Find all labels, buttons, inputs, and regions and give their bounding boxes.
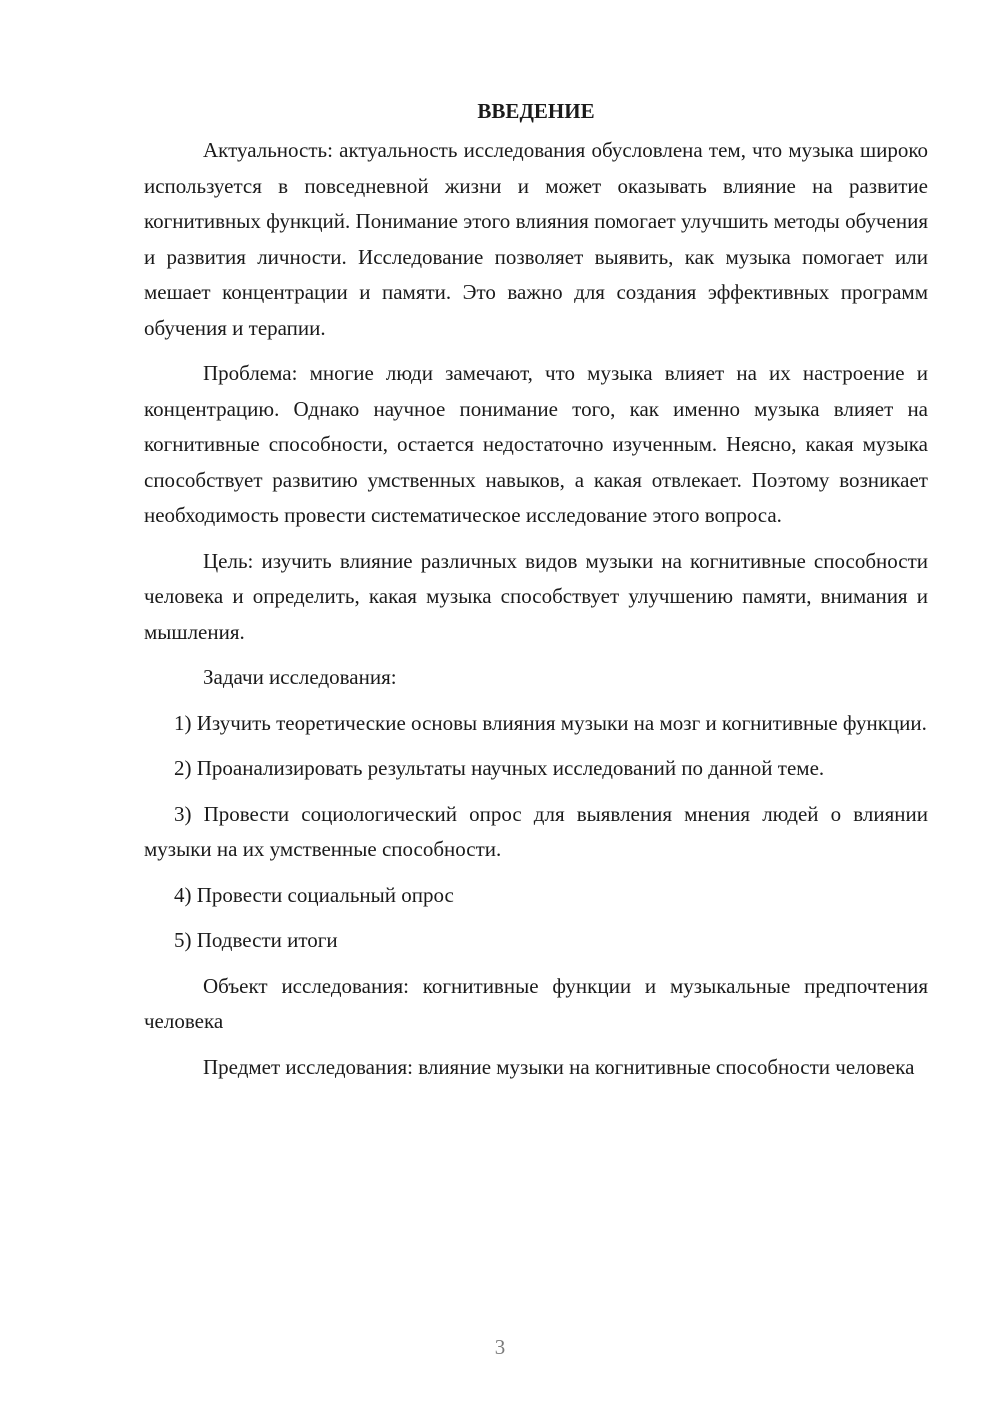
tasks-heading: Задачи исследования:	[203, 665, 397, 689]
page-content	[144, 93, 928, 1095]
task-item-4: 4) Провести социальный опрос	[174, 882, 454, 907]
object-paragraph: Объект исследования: когнитивные функции и музыкальные предпочтения человека	[144, 973, 928, 1033]
subject-paragraph: Предмет исследования: влияние музыки на когнитивные способности человека	[203, 1054, 915, 1079]
task-item-2: 2) Проанализировать результаты научных исследований по данной теме.	[174, 756, 825, 780]
page-number: 3	[494, 1335, 506, 1359]
section-title: ВВЕДЕНИЕ	[477, 99, 595, 123]
tasks-list	[144, 706, 928, 959]
task-item-5: 5) Подвести итоги	[174, 928, 338, 952]
task-item-1: 1) Изучить теоретические основы влияния музыки на мозг и когнитивные функции.	[174, 710, 927, 735]
problem-paragraph: Проблема: многие люди замечают, что музыка влияет на их настроение и концентрацию. Однако научное понимание того, как именно музыка влияет на когнитивные способности, остается недостаточно изученным. Неясно, какая музыка способствует развитию умственных навыков, а какая отвлекает. Поэтому возникает необходимость провести систематическое исследование этого вопроса.	[144, 361, 928, 527]
relevance-paragraph: Актуальность: актуальность исследования обусловлена тем, что музыка широко используется в повседневной жизни и может оказывать влияние на развитие когнитивных функций. Понимание этого влияния помогает улучшить методы обучения и развития личности. Исследование позволяет выявить, как музыка помогает или мешает концентрации и памяти. Это важно для создания эффективных программ обучения и терапии.	[144, 138, 928, 340]
goal-paragraph: Цель: изучить влияние различных видов музыки на когнитивные способности человека и определить, какая музыка способствует улучшению памяти, внимания и мышления.	[144, 548, 928, 644]
task-item-3: 3) Провести социологический опрос для выявления мнения людей о влиянии музыки на их умственные способности.	[144, 801, 928, 861]
